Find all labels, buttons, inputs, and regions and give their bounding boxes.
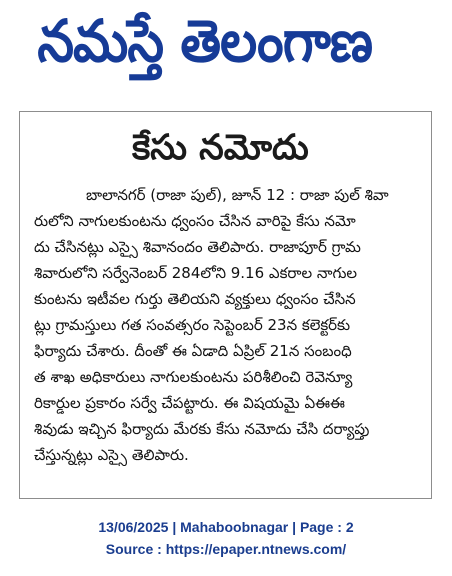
article-line: రులోని నాగులకుంటను ధ్వంసం చేసిన వారిపై కేసు నమో xyxy=(34,212,356,230)
article-line: చేస్తున్నట్లు ఎస్సై తెలిపారు. xyxy=(34,446,189,464)
newspaper-masthead: నమస్తే తెలంగాణ xyxy=(37,7,373,75)
article-line: దు చేసినట్లు ఎస్సై శివానందం తెలిపారు. రాజాపూర్ గ్రామ xyxy=(34,238,361,256)
article-body xyxy=(34,182,417,468)
source-link[interactable]: Source : https://epaper.ntnews.com/ xyxy=(105,541,347,557)
edition-info: 13/06/2025 | Mahaboobnagar | Page : 2 xyxy=(98,519,354,535)
article-line: ట్లు గ్రామస్తులు గత సంవత్సరం సెప్టెంబర్ 23న కలెక్టర్‌కు xyxy=(34,316,351,334)
article-headline: కేసు నమోదు xyxy=(132,128,309,168)
article-line: శివారులోని సర్వేనెంబర్ 284లోని 9.16 ఎకరాల నాగుల xyxy=(34,264,358,282)
article-line: శివుడు ఇచ్చిన ఫిర్యాదు మేరకు కేసు నమోదు చేసి దర్యాప్తు xyxy=(34,420,370,438)
article-line: త శాఖ అధికారులు నాగులకుంటను పరిశీలించి రెవెన్యూ xyxy=(34,368,353,386)
article-line: ఫిర్యాదు చేశారు. దీంతో ఈ ఏడాది ఏప్రిల్ 21న సంబంధి xyxy=(34,342,352,360)
article-line: రికార్డుల ప్రకారం సర్వే చేపట్టారు. ఈ విషయమై ఏఈఈ xyxy=(34,394,345,412)
article-line: బాలానగర్ (రాజా పుల్), జూన్ 12 : రాజా పుల్ శివా xyxy=(86,186,389,204)
article-line: కుంటను ఇటీవల గుర్తు తెలియని వ్యక్తులు ధ్వంసం చేసిన xyxy=(34,290,356,308)
